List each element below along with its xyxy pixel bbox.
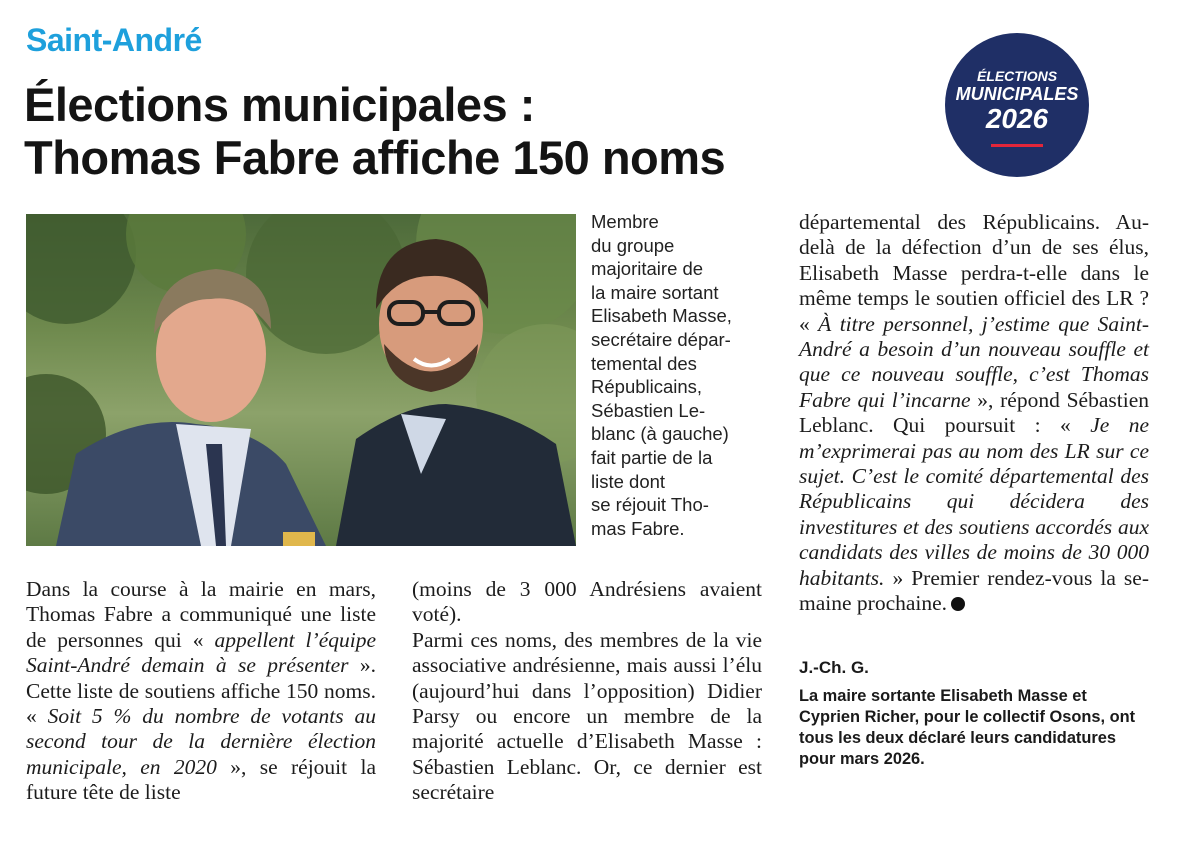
badge-line-2: MUNICIPALES <box>955 83 1079 104</box>
quote: Soit 5 % du nombre de votants au second tour de la dernière élection municipale, en 2020 <box>26 704 376 779</box>
text-run: », se réjouit la future tête de liste <box>26 754 376 805</box>
headline-line-2: Thomas Fabre affiche 150 noms <box>24 131 726 184</box>
text-run: Dans la course à la mairie en mars, Thomas Fabre a communiqué une liste de personnes qui « <box>26 577 376 652</box>
author-signature: J.-Ch. G. <box>799 658 869 677</box>
caption-line: fait partie de la <box>591 446 713 468</box>
text-run: », répond Sébastien Leblanc. Qui poursuit : « <box>799 387 1149 438</box>
article-photo <box>26 214 576 546</box>
info-box: La maire sortante Elisabeth Masse et Cyprien Richer, pour le collectif Osons, ont tous les deux déclaré leurs candidatures pour mars 2026. <box>799 687 1136 768</box>
caption-line: blanc (à gauche) <box>591 423 729 445</box>
caption-line: du groupe <box>591 234 675 256</box>
photo-caption <box>591 210 761 540</box>
caption-line: la maire sortant <box>591 281 719 303</box>
quote: Je ne m’exprimerai pas au nom des LR sur ce sujet. C’est le comité départemental des Républicains qui décidera des investitures et des soutiens accordés aux candidats des villes de moins de 30 000 habitants. <box>799 413 1149 590</box>
photo-two-men <box>26 214 576 546</box>
caption-line: liste dont <box>591 470 666 492</box>
end-mark-dot <box>951 597 965 611</box>
caption-line: majoritaire de <box>591 258 704 280</box>
paragraph <box>26 577 376 806</box>
caption-line: secrétaire dépar- <box>591 328 731 350</box>
caption-line: mas Fabre. <box>591 517 685 539</box>
elections-badge <box>945 33 1089 177</box>
headline <box>24 78 924 184</box>
caption-line: Républicains, <box>591 376 703 398</box>
section-kicker: Saint-André <box>26 22 202 58</box>
article-column-1 <box>26 577 376 806</box>
paragraph: Parmi ces noms, des membres de la vie associative andrésienne, mais aussi l’élu (aujourd’hui dans l’opposition) Didier Parsy ou encore un membre de la majorité actuelle d’Elisabeth Masse : Sébastien Leblanc. Or, ce dernier est secrétaire <box>412 627 762 805</box>
badge-red-bar <box>991 144 1043 147</box>
badge-year: 2026 <box>985 102 1049 134</box>
article-column-2 <box>412 577 762 806</box>
caption-line: temental des <box>591 352 697 374</box>
paragraph: (moins de 3 000 Andrésiens avaient voté). <box>412 577 762 627</box>
text-run: départemental des Républicains. Au-delà de la défection d’un de ses élus, Elisabeth Masse perdra-t-elle dans le même temps le soutien officiel des LR ? « <box>799 210 1149 336</box>
quote: À titre personnel, j’estime que Saint-André a besoin d’un nouveau souffle et que ce nouveau souffle, c’est Thomas Fabre qui l’incarne <box>799 311 1150 412</box>
paragraph <box>799 210 1149 617</box>
text-run: » Premier rendez-vous la semaine prochaine. <box>799 565 1149 616</box>
badge-line-1: ÉLECTIONS <box>976 67 1058 84</box>
article-column-3 <box>799 210 1149 617</box>
caption-line: Membre <box>591 211 659 232</box>
caption-line: Elisabeth Masse, <box>591 305 732 327</box>
headline-line-1: Élections municipales : <box>24 78 535 131</box>
quote: appellent l’équipe Saint-André demain à se présenter <box>26 627 377 678</box>
caption-line: se réjouit Tho- <box>591 494 709 516</box>
text-run: ». Cette liste de soutiens affiche 150 noms. « <box>26 653 377 729</box>
caption-line: Sébastien Le- <box>591 399 706 421</box>
